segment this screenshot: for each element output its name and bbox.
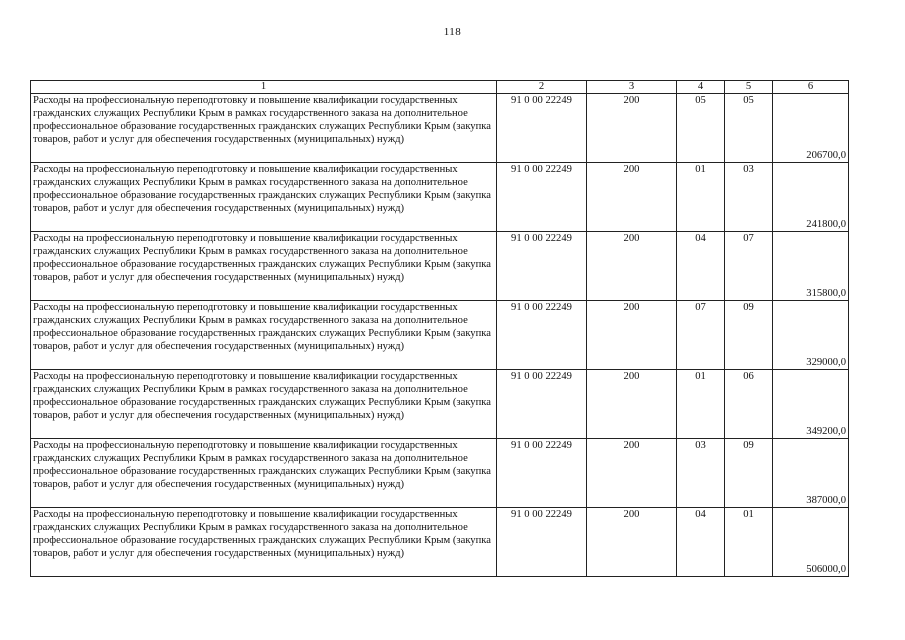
row-subsection: 06	[725, 370, 773, 439]
row-subsection: 05	[725, 94, 773, 163]
row-section: 03	[677, 439, 725, 508]
row-target-code: 91 0 00 22249	[497, 301, 587, 370]
row-subsection: 09	[725, 439, 773, 508]
column-header: 4	[677, 81, 725, 94]
row-amount: 241800,0	[773, 163, 849, 232]
row-subsection: 03	[725, 163, 773, 232]
row-expense-type: 200	[587, 439, 677, 508]
column-header: 3	[587, 81, 677, 94]
row-description: Расходы на профессиональную переподготовку и повышение квалификации государственных гражданских служащих Республики Крым в рамках государственного заказа на дополнительное профессиональное образование государственных гражданских служащих Республики Крым (закупка товаров, работ и услуг для обеспечения государственных (муниципальных) нужд)	[31, 301, 497, 370]
row-section: 04	[677, 508, 725, 577]
row-target-code: 91 0 00 22249	[497, 232, 587, 301]
row-section: 01	[677, 163, 725, 232]
page-number: 118	[443, 26, 462, 38]
row-expense-type: 200	[587, 370, 677, 439]
row-section: 05	[677, 94, 725, 163]
row-target-code: 91 0 00 22249	[497, 370, 587, 439]
column-header: 2	[497, 81, 587, 94]
table-row	[31, 232, 849, 301]
table-row	[31, 508, 849, 577]
column-header: 1	[31, 81, 497, 94]
row-expense-type: 200	[587, 163, 677, 232]
row-description: Расходы на профессиональную переподготовку и повышение квалификации государственных гражданских служащих Республики Крым в рамках государственного заказа на дополнительное профессиональное образование государственных гражданских служащих Республики Крым (закупка товаров, работ и услуг для обеспечения государственных (муниципальных) нужд)	[31, 163, 497, 232]
budget-table	[30, 80, 849, 577]
row-subsection: 09	[725, 301, 773, 370]
row-section: 01	[677, 370, 725, 439]
row-target-code: 91 0 00 22249	[497, 163, 587, 232]
row-description: Расходы на профессиональную переподготовку и повышение квалификации государственных гражданских служащих Республики Крым в рамках государственного заказа на дополнительное профессиональное образование государственных гражданских служащих Республики Крым (закупка товаров, работ и услуг для обеспечения государственных (муниципальных) нужд)	[31, 370, 497, 439]
row-expense-type: 200	[587, 232, 677, 301]
row-section: 07	[677, 301, 725, 370]
row-target-code: 91 0 00 22249	[497, 508, 587, 577]
table-row	[31, 94, 849, 163]
row-subsection: 01	[725, 508, 773, 577]
table-header-row	[31, 81, 849, 94]
table-row	[31, 163, 849, 232]
table-row	[31, 301, 849, 370]
row-description: Расходы на профессиональную переподготовку и повышение квалификации государственных гражданских служащих Республики Крым в рамках государственного заказа на дополнительное профессиональное образование государственных гражданских служащих Республики Крым (закупка товаров, работ и услуг для обеспечения государственных (муниципальных) нужд)	[31, 232, 497, 301]
row-expense-type: 200	[587, 94, 677, 163]
column-header: 5	[725, 81, 773, 94]
row-amount: 387000,0	[773, 439, 849, 508]
row-amount: 315800,0	[773, 232, 849, 301]
row-target-code: 91 0 00 22249	[497, 439, 587, 508]
row-amount: 349200,0	[773, 370, 849, 439]
row-amount: 506000,0	[773, 508, 849, 577]
row-expense-type: 200	[587, 301, 677, 370]
row-amount: 329000,0	[773, 301, 849, 370]
row-description: Расходы на профессиональную переподготовку и повышение квалификации государственных гражданских служащих Республики Крым в рамках государственного заказа на дополнительное профессиональное образование государственных гражданских служащих Республики Крым (закупка товаров, работ и услуг для обеспечения государственных (муниципальных) нужд)	[31, 508, 497, 577]
row-section: 04	[677, 232, 725, 301]
table-row	[31, 370, 849, 439]
row-amount: 206700,0	[773, 94, 849, 163]
row-expense-type: 200	[587, 508, 677, 577]
row-target-code: 91 0 00 22249	[497, 94, 587, 163]
table-row	[31, 439, 849, 508]
column-header: 6	[773, 81, 849, 94]
row-subsection: 07	[725, 232, 773, 301]
row-description: Расходы на профессиональную переподготовку и повышение квалификации государственных гражданских служащих Республики Крым в рамках государственного заказа на дополнительное профессиональное образование государственных гражданских служащих Республики Крым (закупка товаров, работ и услуг для обеспечения государственных (муниципальных) нужд)	[31, 94, 497, 163]
row-description: Расходы на профессиональную переподготовку и повышение квалификации государственных гражданских служащих Республики Крым в рамках государственного заказа на дополнительное профессиональное образование государственных гражданских служащих Республики Крым (закупка товаров, работ и услуг для обеспечения государственных (муниципальных) нужд)	[31, 439, 497, 508]
